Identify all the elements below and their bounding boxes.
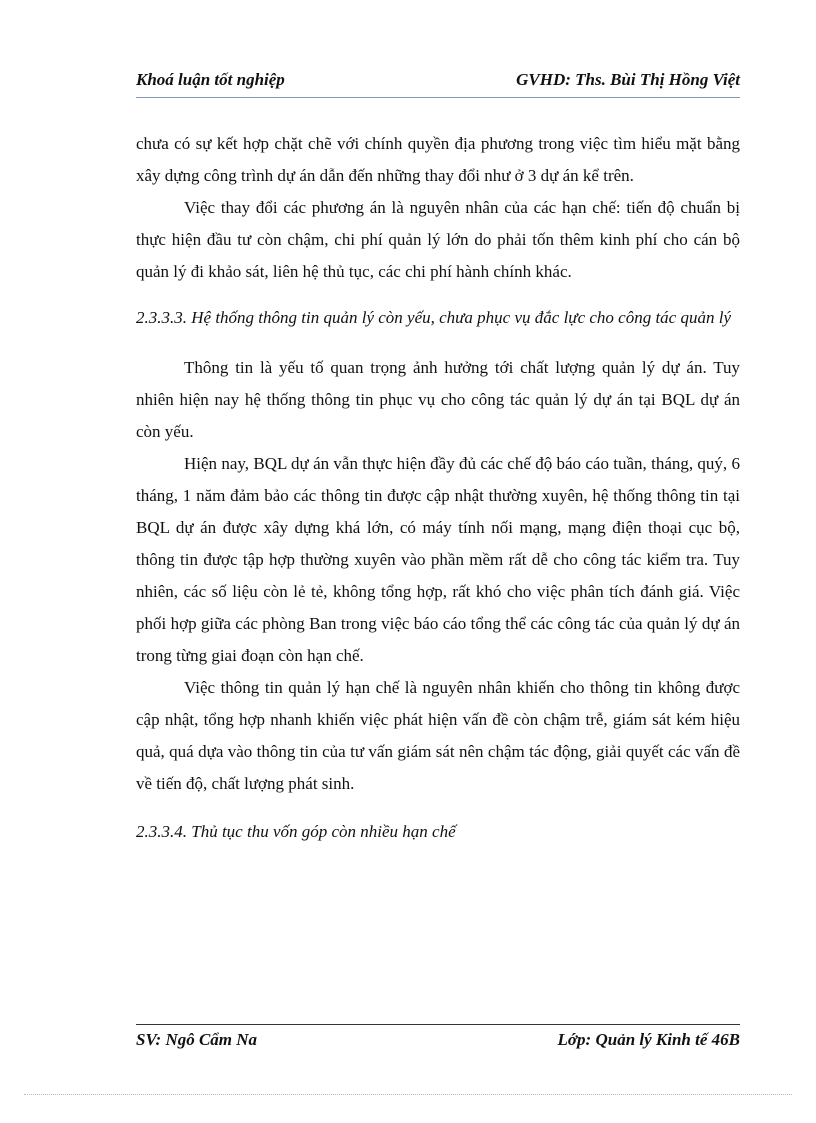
page-body bbox=[136, 128, 740, 866]
page-bottom-edge bbox=[24, 1094, 792, 1095]
footer-student: SV: Ngô Cẩm Na bbox=[136, 1030, 258, 1049]
paragraph-continuation: chưa có sự kết hợp chặt chẽ với chính quyền địa phương trong việc tìm hiểu mặt bằng xây dựng công trình dự án dẫn đến những thay đổi như ở 3 dự án kể trên. bbox=[136, 134, 740, 185]
paragraph-information-limits: Việc thông tin quản lý hạn chế là nguyên nhân khiến cho thông tin không được cập nhật, tổng hợp nhanh khiến việc phát hiện vấn đề còn chậm trễ, giám sát kém hiệu quả, quá dựa vào thông tin của tư vấn giám sát nên chậm tác động, giải quyết các vấn đề về tiến độ, chất lượng phát sinh. bbox=[136, 678, 740, 793]
header-divider bbox=[136, 97, 740, 98]
header-thesis-title: Khoá luận tốt nghiệp bbox=[136, 70, 285, 89]
section-heading-2-3-3-3: 2.3.3.3. Hệ thống thông tin quản lý còn yếu, chưa phục vụ đắc lực cho công tác quản lý bbox=[136, 308, 731, 327]
paragraph-plan-changes: Việc thay đổi các phương án là nguyên nhân của các hạn chế: tiến độ chuẩn bị thực hiện đầu tư còn chậm, chi phí quản lý lớn do phải tốn thêm kinh phí cho cán bộ quản lý đi khảo sát, liên hệ thủ tục, các chi phí hành chính khác. bbox=[136, 198, 740, 281]
footer-divider bbox=[136, 1024, 740, 1025]
header-supervisor: GVHD: Ths. Bùi Thị Hồng Việt bbox=[516, 70, 740, 89]
section-heading-2-3-3-4: 2.3.3.4. Thủ tục thu vốn góp còn nhiều hạn chế bbox=[136, 822, 456, 841]
paragraph-reporting-system: Hiện nay, BQL dự án vẫn thực hiện đầy đủ các chế độ báo cáo tuần, tháng, quý, 6 tháng, 1 năm đảm bảo các thông tin được cập nhật thường xuyên, hệ thống thông tin tại BQL dự án được xây dựng khá lớn, có máy tính nối mạng, mạng điện thoại cục bộ, thông tin được tập hợp thường xuyên vào phần mềm rất dễ cho công tác kiểm tra. Tuy nhiên, các số liệu còn lẻ tẻ, không tổng hợp, rất khó cho việc phân tích đánh giá. Việc phối hợp giữa các phòng Ban trong việc báo cáo tổng thể các công tác của quản lý dự án trong từng giai đoạn còn hạn chế. bbox=[136, 454, 740, 665]
paragraph-information-importance: Thông tin là yếu tố quan trọng ảnh hưởng tới chất lượng quản lý dự án. Tuy nhiên hiện nay hệ thống thông tin phục vụ cho công tác quản lý dự án tại BQL dự án còn yếu. bbox=[136, 358, 740, 441]
footer-class: Lớp: Quản lý Kinh tế 46B bbox=[557, 1030, 740, 1049]
page-header bbox=[136, 70, 740, 90]
page-footer bbox=[136, 1030, 740, 1050]
